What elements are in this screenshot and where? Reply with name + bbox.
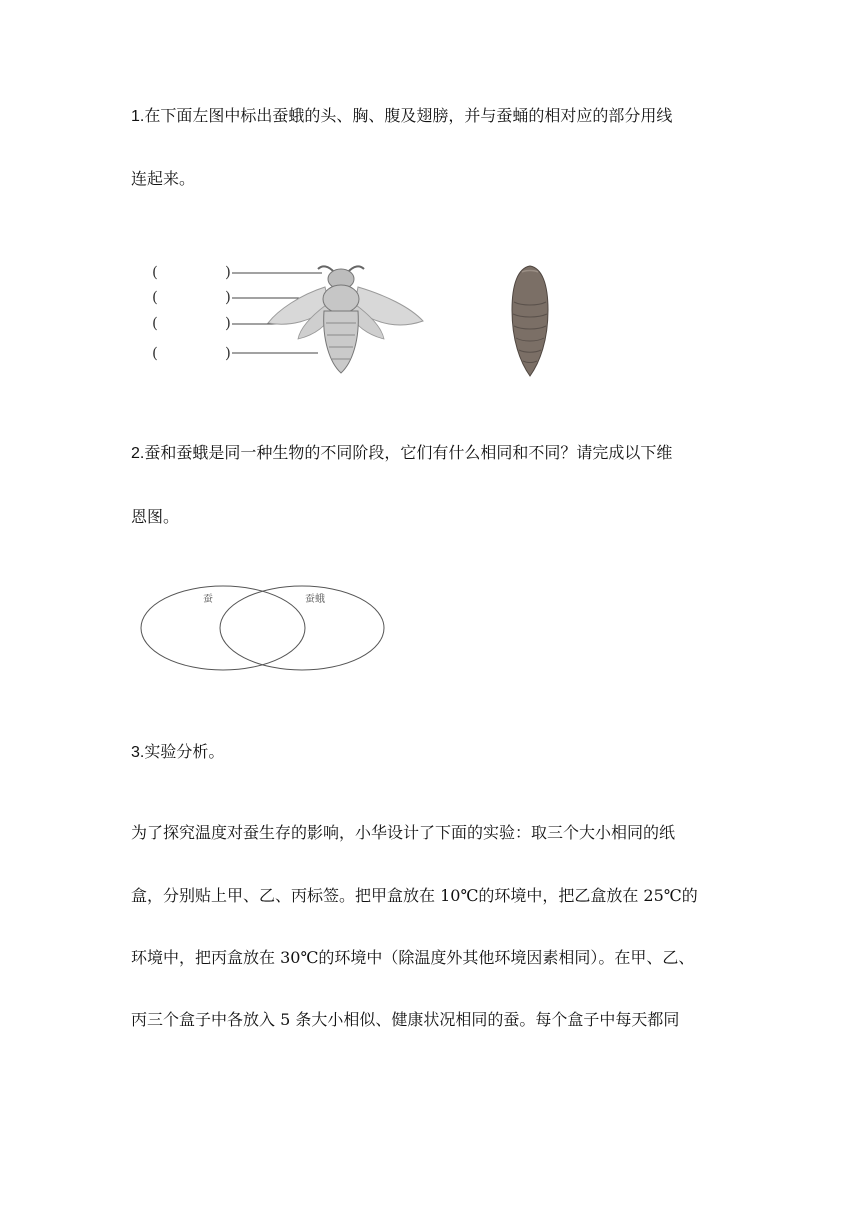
blank-open-4: ( [152,344,158,362]
blank-close-1: ) [225,263,231,281]
q2-number: 2. [131,445,145,462]
venn-circle-silkworm [141,586,305,670]
q3-paragraph-line-1: 为了探究温度对蚕生存的影响，小华设计了下面的实验：取三个大小相同的纸 [131,823,676,842]
blank-open-1: ( [152,263,158,281]
pupa-body [512,266,548,376]
venn-label-silkworm: 蚕 [203,594,213,605]
blank-close-3: ) [225,314,231,332]
q3-paragraph-line-4: 丙三个盒子中各放入 5 条大小相似、健康状况相同的蚕。每个盒子中每天都同 [131,1010,680,1029]
moth-abdomen [324,311,359,373]
blank-open-2: ( [152,288,158,306]
silk-pupa-diagram [500,262,560,380]
blank-open-3: ( [152,314,158,332]
blank-close-4: ) [225,344,231,362]
silk-moth-diagram [140,255,440,385]
q1-text-1: 在下面左图中标出蚕蛾的头、胸、腹及翅膀，并与蚕蛹的相对应的部分用线 [144,106,673,125]
q3-paragraph-line-2: 盒，分别贴上甲、乙、丙标签。把甲盒放在 10℃的环境中，把乙盒放在 25℃的 [131,886,698,905]
blank-close-2: ) [225,288,231,306]
silk-pupa-figure [500,262,560,380]
q2-text-1: 蚕和蚕蛾是同一种生物的不同阶段，它们有什么相同和不同？请完成以下维 [144,443,673,462]
q3-number: 3. [131,744,145,761]
venn-diagram [135,580,395,676]
q3-title: 实验分析。 [144,742,225,761]
venn-circle-moth [220,586,384,670]
moth-thorax [323,285,359,313]
q1-line-2: 连起来。 [131,169,196,188]
q1-line-1 [131,104,672,129]
venn-label-moth: 蚕蛾 [305,594,325,605]
silk-moth-figure [140,255,440,385]
q3-title-line [131,740,224,765]
q3-paragraph-line-3: 环境中，把丙盒放在 30℃的环境中（除温度外其他环境因素相同）。在甲、乙、 [131,948,695,967]
venn-svg [135,580,395,676]
q1-number: 1. [131,108,145,125]
q2-line-2: 恩图。 [131,507,180,526]
q2-line-1 [131,441,672,466]
